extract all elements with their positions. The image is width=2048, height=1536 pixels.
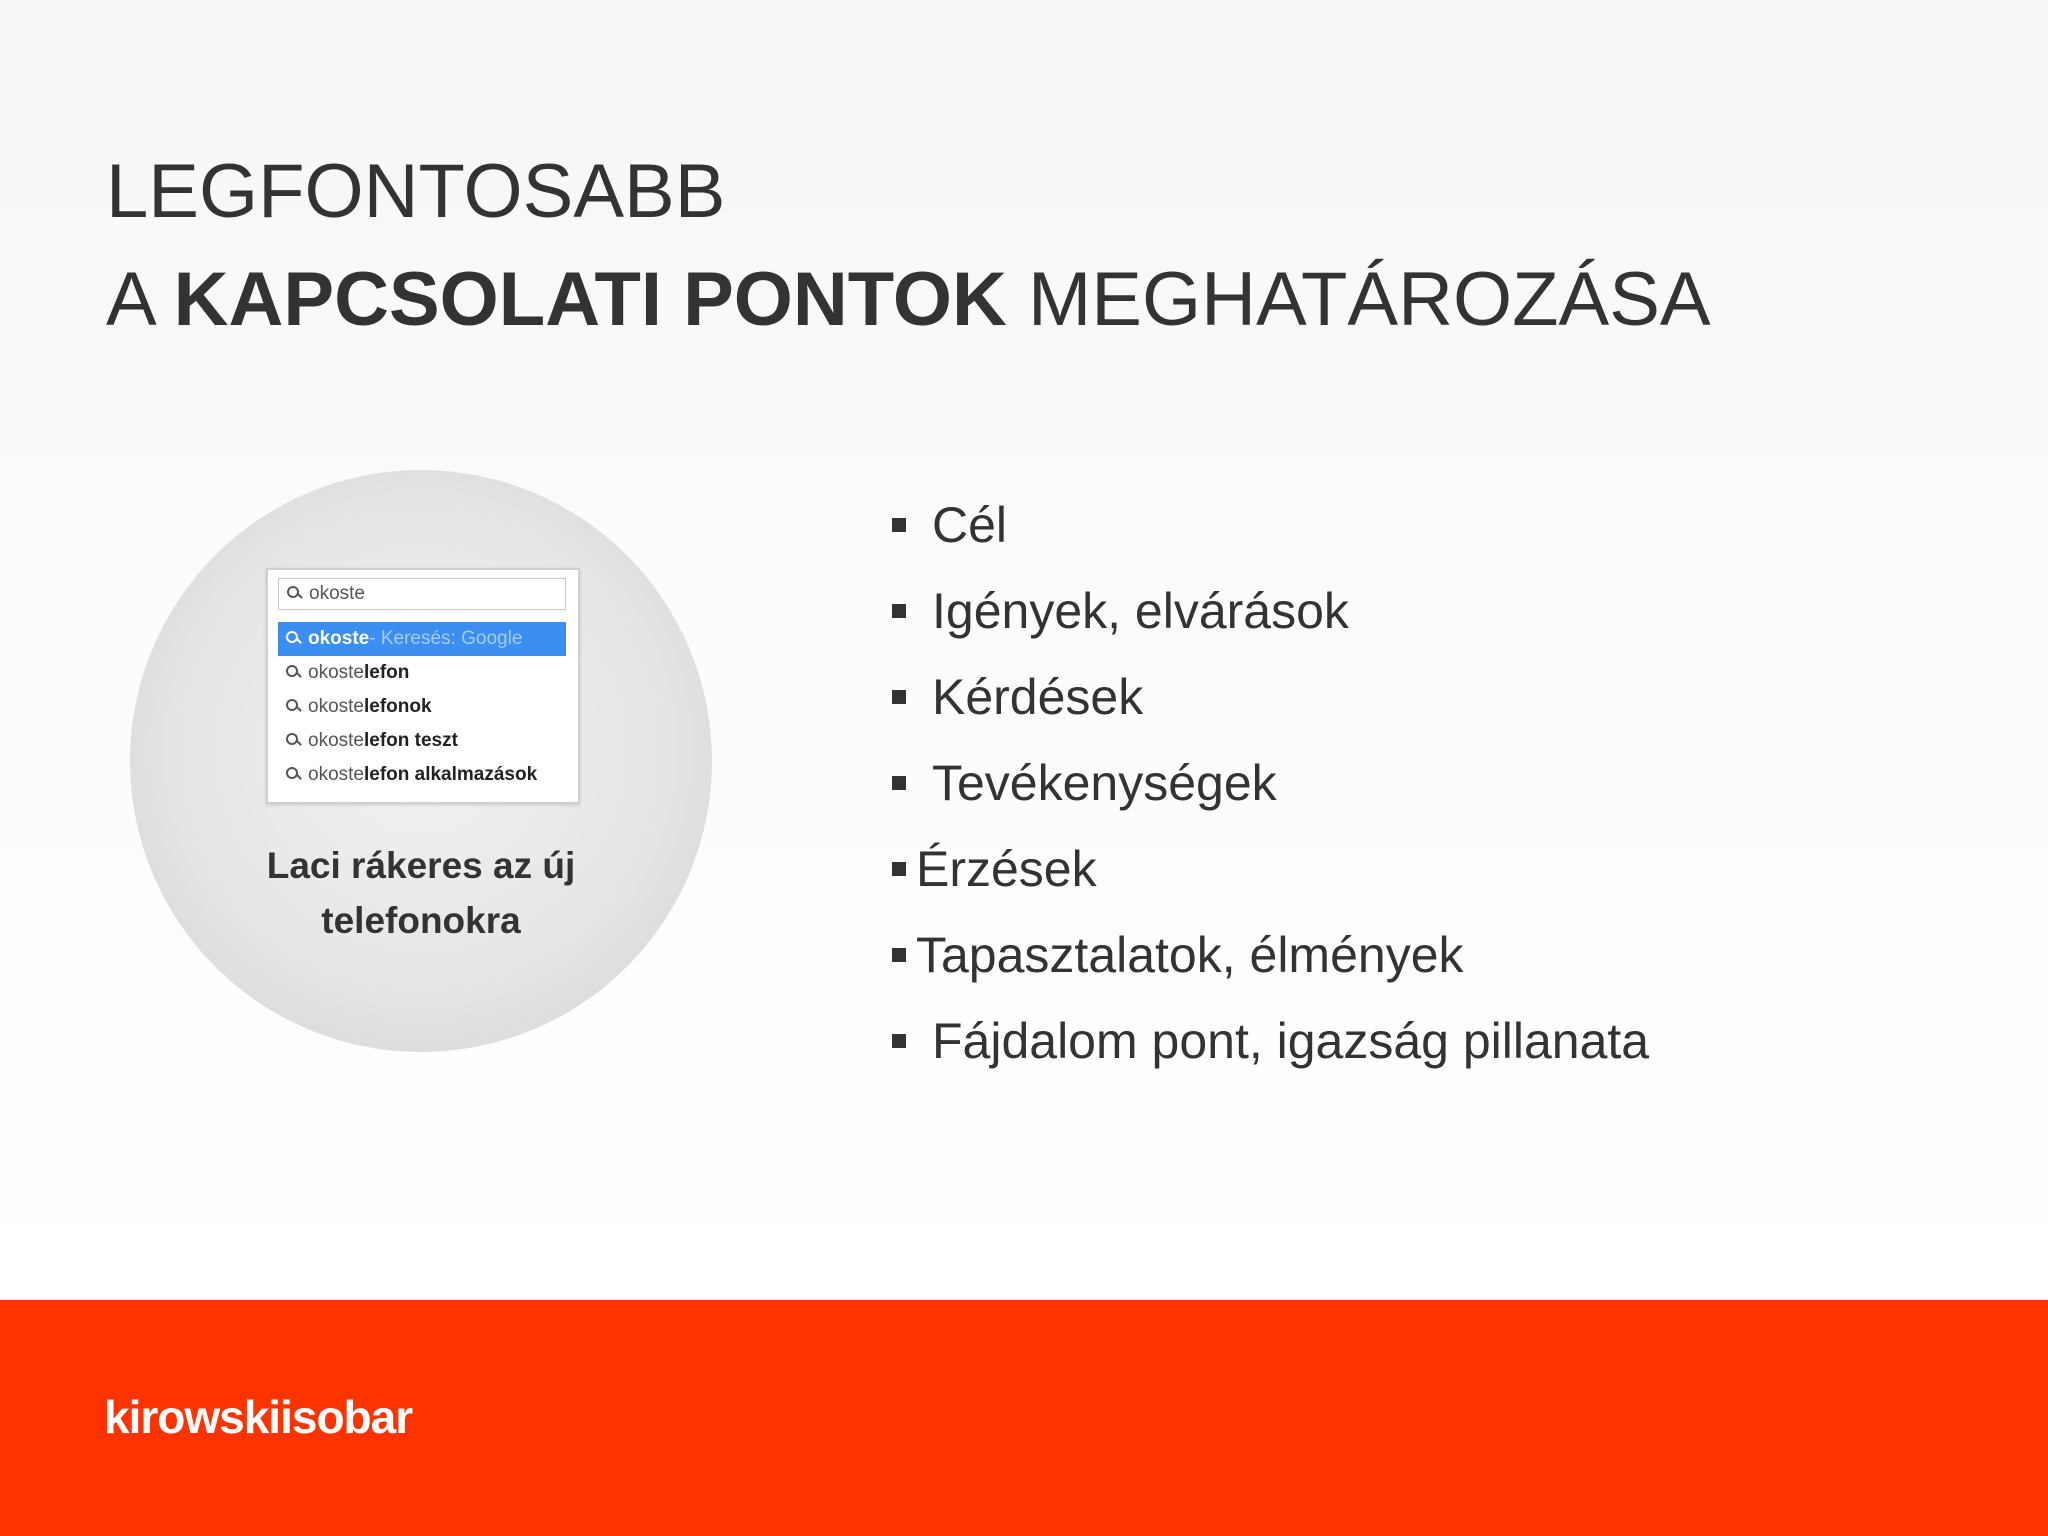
slide-title bbox=[106, 138, 1711, 354]
bullet-item bbox=[892, 912, 1649, 998]
suggestion-typed: okoste bbox=[308, 730, 364, 751]
bullet-item bbox=[892, 568, 1649, 654]
bullet-square-icon bbox=[892, 690, 906, 704]
search-query: okoste bbox=[309, 583, 365, 604]
title-line-2-suffix: MEGHATÁROZÁSA bbox=[1006, 257, 1711, 342]
suggestion-item bbox=[278, 622, 566, 656]
touchpoint-bullet-list bbox=[892, 482, 1649, 1084]
suggestion-item bbox=[278, 758, 566, 792]
bullet-text: Érzések bbox=[916, 841, 1097, 897]
suggestion-typed: okoste bbox=[308, 696, 364, 717]
title-line-2-prefix: A bbox=[106, 257, 174, 342]
caption-line-2: telefonokra bbox=[321, 900, 521, 941]
bullet-square-icon bbox=[892, 1034, 906, 1048]
company-logo: kirowskiisobar bbox=[104, 1391, 413, 1443]
search-icon bbox=[286, 665, 302, 681]
search-icon bbox=[286, 733, 302, 749]
suggestion-typed: okoste bbox=[308, 764, 364, 785]
title-line-2-bold: KAPCSOLATI PONTOK bbox=[173, 257, 1007, 342]
suggestion-completion: - Keresés: Google bbox=[369, 628, 523, 649]
bullet-square-icon bbox=[892, 948, 906, 962]
bullet-square-icon bbox=[892, 862, 906, 876]
search-icon bbox=[286, 699, 302, 715]
bullet-item bbox=[892, 654, 1649, 740]
suggestion-typed: okoste bbox=[308, 662, 364, 683]
search-icon bbox=[286, 767, 302, 783]
bullet-item bbox=[892, 482, 1649, 568]
bullet-text: Tevékenységek bbox=[932, 755, 1277, 811]
bullet-square-icon bbox=[892, 776, 906, 790]
search-autocomplete-screenshot bbox=[266, 568, 580, 804]
search-icon bbox=[287, 586, 303, 602]
bullet-text: Cél bbox=[932, 497, 1008, 553]
suggestion-completion: lefonok bbox=[363, 696, 432, 717]
bullet-square-icon bbox=[892, 518, 906, 532]
suggestion-item bbox=[278, 724, 566, 758]
caption-line-1: Laci rákeres az új bbox=[266, 845, 576, 886]
bullet-text: Kérdések bbox=[932, 669, 1144, 725]
bullet-item bbox=[892, 998, 1649, 1084]
suggestion-completion: lefon bbox=[363, 662, 410, 683]
suggestion-typed: okoste bbox=[308, 628, 370, 649]
bullet-item bbox=[892, 826, 1649, 912]
bullet-text: Tapasztalatok, élmények bbox=[916, 927, 1464, 983]
bullet-text: Igények, elvárások bbox=[932, 583, 1349, 639]
suggestion-item bbox=[278, 656, 566, 690]
bullet-text: Fájdalom pont, igazság pillanata bbox=[932, 1013, 1650, 1069]
search-input bbox=[278, 578, 566, 610]
illustration-caption bbox=[210, 838, 632, 948]
suggestion-completion: lefon alkalmazások bbox=[363, 764, 538, 785]
suggestion-item bbox=[278, 690, 566, 724]
search-icon bbox=[286, 631, 302, 647]
bullet-item bbox=[892, 740, 1649, 826]
suggestion-completion: lefon teszt bbox=[363, 730, 458, 751]
title-line-1: LEGFONTOSABB bbox=[106, 149, 726, 234]
suggestion-list bbox=[278, 622, 566, 792]
bullet-square-icon bbox=[892, 604, 906, 618]
